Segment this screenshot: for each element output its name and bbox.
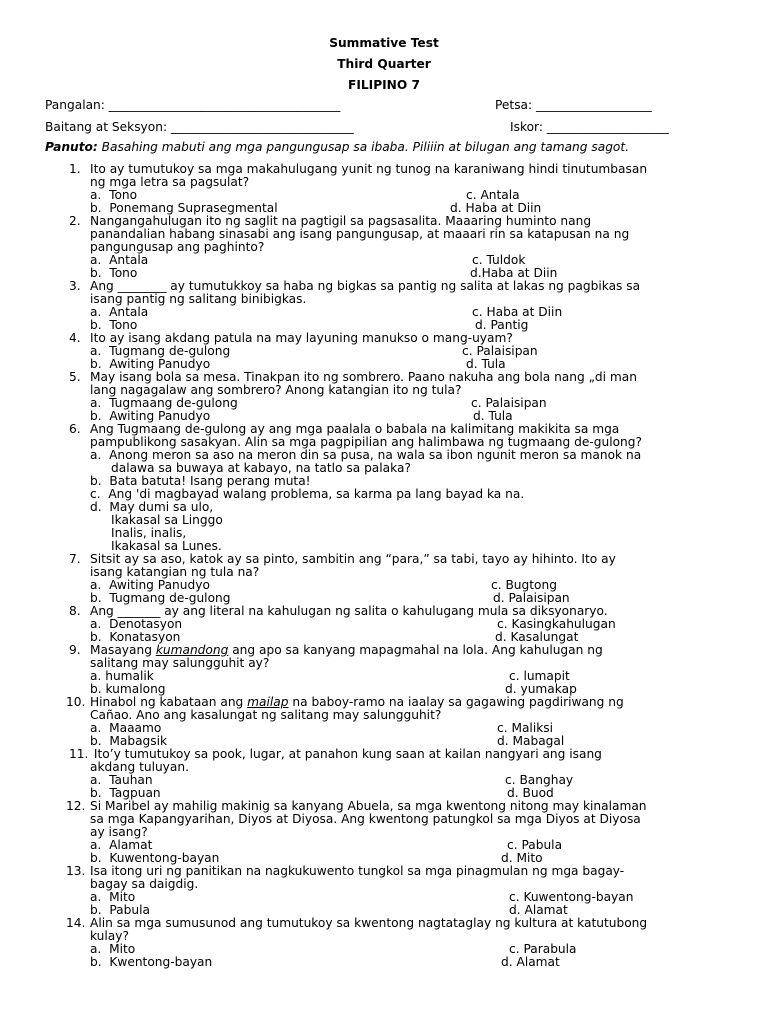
q14-choice-a[interactable]: a. Mito: [90, 942, 136, 956]
q13-number: 13.: [66, 864, 86, 878]
subject-title: FILIPINO 7: [348, 78, 420, 92]
q2-choice-a[interactable]: a. Antala: [90, 253, 149, 267]
q9-underlined-word: kumandong: [155, 643, 229, 657]
q13-choice-c[interactable]: c. Kuwentong-bayan: [509, 890, 634, 904]
q11-text-2: akdang tuluyan.: [90, 760, 189, 774]
q4-text: Ito ay isang akdang patula na may layuning manukso o mang-uyam?: [90, 331, 513, 345]
q8-choice-d[interactable]: d. Kasalungat: [495, 630, 579, 644]
q6-text-2: pampublikong sasakyan. Alin sa mga pagpipilian ang halimbawa ng tugmaang de-gulong?: [90, 435, 642, 449]
q4-choice-c[interactable]: c. Palaisipan: [462, 344, 538, 358]
q6-text: Ang Tugmaang de-gulong ay ang mga paalala o babala na kalimitang makikita sa mga: [90, 422, 620, 436]
q12-choice-b[interactable]: b. Kuwentong-bayan: [90, 851, 220, 865]
q13-text-2: bagay sa daigdig.: [90, 877, 199, 891]
q6-choice-c[interactable]: c. Ang 'di magbayad walang problema, sa karma pa lang bayad ka na.: [90, 487, 525, 501]
q10-choice-b[interactable]: b. Mabagsik: [90, 734, 168, 748]
q5-text-2: lang nagagalaw ang sombrero? Anong katangian ito ng tula?: [90, 383, 462, 397]
q6-choice-d-3[interactable]: Inalis, inalis,: [111, 526, 187, 540]
q1-choice-c[interactable]: c. Antala: [466, 188, 520, 202]
q10-underlined-word: mailap: [247, 695, 289, 709]
q8-text: Ang _______ ay ang literal na kahulugan ng salita o kahulugang mula sa diksyonaryo.: [90, 604, 608, 618]
q9-choice-b[interactable]: b. kumalong: [90, 682, 166, 696]
q10-text-pre: Hinabol ng kabataan ang: [90, 695, 248, 709]
q3-text-2: isang pantig ng salitang binibigkas.: [90, 292, 307, 306]
q8-choice-a[interactable]: a. Denotasyon: [90, 617, 183, 631]
q13-choice-d[interactable]: d. Alamat: [509, 903, 568, 917]
q6-choice-a[interactable]: a. Anong meron sa aso na meron din sa pusa, na wala sa ibon ngunit meron sa manok na: [90, 448, 642, 462]
q5-number: 5.: [69, 370, 81, 384]
q10-number: 10.: [66, 695, 86, 709]
q7-choice-c[interactable]: c. Bugtong: [491, 578, 557, 592]
q10-choice-d[interactable]: d. Mabagal: [497, 734, 565, 748]
q14-choice-d[interactable]: d. Alamat: [501, 955, 560, 969]
q14-text: Alin sa mga sumusunod ang tumutukoy sa kwentong nagtataglay ng kultura at katutubong: [90, 916, 648, 930]
q7-choice-b[interactable]: b. Tugmang de-gulong: [90, 591, 231, 605]
instructions-label: Panuto:: [45, 140, 98, 154]
q12-choice-a[interactable]: a. Alamat: [90, 838, 153, 852]
q3-choice-c[interactable]: c. Haba at Diin: [472, 305, 563, 319]
q12-text-3: ay isang?: [90, 825, 148, 839]
q3-number: 3.: [69, 279, 81, 293]
q4-choice-b[interactable]: b. Awiting Panudyo: [90, 357, 211, 371]
q7-number: 7.: [69, 552, 81, 566]
name-field: Pangalan: ______________________________________: [45, 98, 341, 112]
q6-choice-b[interactable]: b. Bata batuta! Isang perang muta!: [90, 474, 311, 488]
q3-choice-a[interactable]: a. Antala: [90, 305, 149, 319]
q11-text: Ito’y tumutukoy sa pook, lugar, at panahon kung saan at kailan nangyari ang isang: [90, 747, 602, 761]
q6-choice-d-4[interactable]: Ikakasal sa Lunes.: [111, 539, 222, 553]
q13-choice-b[interactable]: b. Pabula: [90, 903, 150, 917]
q9-choice-a[interactable]: a. humalik: [90, 669, 154, 683]
q10-text-2: Cañao. Ano ang kasalungat ng salitang may salungguhit?: [90, 708, 442, 722]
q4-number: 4.: [69, 331, 81, 345]
q8-choice-b[interactable]: b. Konatasyon: [90, 630, 181, 644]
q9-text-pre: Masayang: [90, 643, 156, 657]
q1-choice-d[interactable]: d. Haba at Diin: [450, 201, 542, 215]
q6-number: 6.: [69, 422, 81, 436]
q9-text-2: salitang may salungguhit ay?: [90, 656, 270, 670]
q1-choice-a[interactable]: a. Tono: [90, 188, 138, 202]
q12-number: 12.: [66, 799, 86, 813]
q6-choice-a-2[interactable]: dalawa sa buwaya at kabayo, na tatlo sa palaka?: [111, 461, 411, 475]
date-field: Petsa: ___________________: [495, 98, 652, 112]
q2-text-2: panandalian habang sinasabi ang isang pangungusap, at maaari rin sa katapusan na ng: [90, 227, 630, 241]
q3-choice-d[interactable]: d. Pantig: [475, 318, 529, 332]
quarter-title: Third Quarter: [337, 57, 431, 71]
test-title: Summative Test: [329, 36, 439, 50]
q6-choice-d[interactable]: d. May dumi sa ulo,: [90, 500, 214, 514]
q14-text-2: kulay?: [90, 929, 129, 943]
q1-choice-b[interactable]: b. Ponemang Suprasegmental: [90, 201, 278, 215]
q14-choice-c[interactable]: c. Parabula: [509, 942, 577, 956]
q13-text: Isa itong uri ng panitikan na nagkukuwento tungkol sa mga pinagmulan ng mga bagay-: [90, 864, 625, 878]
instructions: [45, 141, 629, 154]
q3-text: Ang ________ ay tumutukkoy sa haba ng bigkas sa pantig ng salita at lakas ng pagbikas sa: [90, 279, 641, 293]
q10-choice-c[interactable]: c. Maliksi: [497, 721, 553, 735]
q9-choice-c[interactable]: c. lumapit: [509, 669, 570, 683]
q5-text: May isang bola sa mesa. Tinakpan ito ng sombrero. Paano nakuha ang bola nang „di man: [90, 370, 637, 384]
q8-choice-c[interactable]: c. Kasingkahulugan: [497, 617, 616, 631]
q10-choice-a[interactable]: a. Maaamo: [90, 721, 162, 735]
q7-choice-a[interactable]: a. Awiting Panudyo: [90, 578, 210, 592]
q11-choice-d[interactable]: d. Buod: [507, 786, 554, 800]
q12-choice-d[interactable]: d. Mito: [501, 851, 543, 865]
q2-choice-b[interactable]: b. Tono: [90, 266, 138, 280]
q7-text-2: isang katangian ng tula na?: [90, 565, 260, 579]
instructions-text: Basahing mabuti ang mga pangungusap sa ibaba. Piliiin at bilugan ang tamang sagot.: [97, 140, 630, 154]
q4-choice-d[interactable]: d. Tula: [466, 357, 506, 371]
q11-choice-a[interactable]: a. Tauhan: [90, 773, 153, 787]
q5-choice-b[interactable]: b. Awiting Panudyo: [90, 409, 211, 423]
q11-choice-c[interactable]: c. Banghay: [505, 773, 574, 787]
q14-number: 14.: [66, 916, 86, 930]
q14-choice-b[interactable]: b. Kwentong-bayan: [90, 955, 213, 969]
q5-choice-a[interactable]: a. Tugmaang de-gulong: [90, 396, 238, 410]
q3-choice-b[interactable]: b. Tono: [90, 318, 138, 332]
q2-choice-c[interactable]: c. Tuldok: [472, 253, 526, 267]
q2-text: Nangangahulugan ito ng saglit na pagtigil sa pagsasalita. Maaaring huminto nang: [90, 214, 592, 228]
q2-number: 2.: [69, 214, 81, 228]
q10-text-post: na baboy-ramo na iaalay sa gagawing pagdiriwang ng: [288, 695, 624, 709]
section-field: Baitang at Seksyon: ______________________________: [45, 120, 354, 134]
q6-choice-d-2[interactable]: Ikakasal sa Linggo: [111, 513, 223, 527]
score-field: Iskor: ____________________: [510, 120, 669, 134]
q2-text-3: pangungusap ang paghinto?: [90, 240, 265, 254]
q9-text-post: ang apo sa kanyang mapagmahal na lola. Ang kahulugan ng: [228, 643, 603, 657]
q7-text: Sitsit ay sa aso, katok ay sa pinto, sambitin ang “para,” sa tabi, tayo ay hihinto. Ito ay: [90, 552, 616, 566]
q12-text-2: sa mga Kapangyarihan, Diyos at Diyosa. Ang kwentong patungkol sa mga Diyos at Diyosa: [90, 812, 641, 826]
q1-text-2: ng mga letra sa pagsulat?: [90, 175, 250, 189]
q5-choice-d[interactable]: d. Tula: [473, 409, 513, 423]
q12-text: Si Maribel ay mahilig makinig sa kanyang Abuela, sa mga kwentong nitong may kinalaman: [90, 799, 647, 813]
q1-number: 1.: [69, 162, 81, 176]
q2-choice-d[interactable]: d.Haba at Diin: [470, 266, 558, 280]
q8-number: 8.: [69, 604, 81, 618]
q4-choice-a[interactable]: a. Tugmang de-gulong: [90, 344, 231, 358]
q11-choice-b[interactable]: b. Tagpuan: [90, 786, 161, 800]
q13-choice-a[interactable]: a. Mito: [90, 890, 136, 904]
q9-number: 9.: [69, 643, 81, 657]
q5-choice-c[interactable]: c. Palaisipan: [471, 396, 547, 410]
q9-choice-d[interactable]: d. yumakap: [505, 682, 577, 696]
q1-text: Ito ay tumutukoy sa mga makahulugang yunit ng tunog na karaniwang hindi tinutumbasan: [90, 162, 648, 176]
q12-choice-c[interactable]: c. Pabula: [507, 838, 563, 852]
q11-number: 11.: [69, 747, 89, 761]
q7-choice-d[interactable]: d. Palaisipan: [493, 591, 570, 605]
